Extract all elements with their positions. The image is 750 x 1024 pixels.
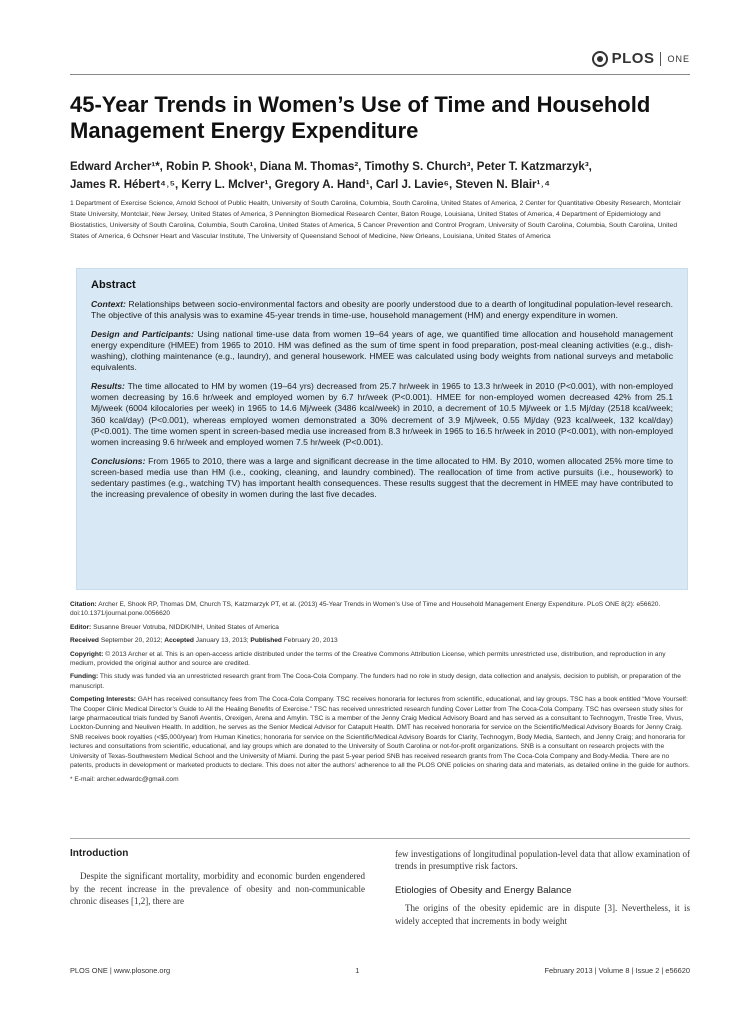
footer-issue-info: February 2013 | Volume 8 | Issue 2 | e56620 bbox=[544, 966, 690, 975]
copyright-label: Copyright: bbox=[70, 650, 104, 658]
dates bbox=[70, 636, 690, 645]
author-line: James R. Hébert⁴˒⁵, Kerry L. McIver¹, Gregory A. Hand¹, Carl J. Lavie⁶, Steven N. Blair¹˒⁴ bbox=[70, 179, 550, 191]
funding bbox=[70, 672, 690, 691]
header-rule bbox=[70, 74, 690, 75]
abstract-context bbox=[91, 299, 673, 322]
page-footer bbox=[70, 966, 690, 975]
context-text: Relationships between socio-environmental factors and obesity are poorly understood due to a dearth of longitudinal population-level research. The objective of this analysis was to examine 45-year trends in time-use, household management (HM) and energy expenditure in women. bbox=[91, 299, 673, 321]
published-date: February 20, 2013 bbox=[283, 637, 338, 645]
abstract-conclusions bbox=[91, 456, 673, 501]
copyright-text: © 2013 Archer et al. This is an open-access article distributed under the terms of the Creative Commons Attribution License, which permits unrestricted use, distribution, and reproduction in any medium, provided the original author and source are credited. bbox=[70, 650, 666, 668]
competing-interests bbox=[70, 695, 690, 770]
affiliations: 1 Department of Exercise Science, Arnold School of Public Health, University of South Carolina, Columbia, South Carolina, United States of America, 2 Center for Quantitative Obesity Research, Montclair State University, Montclair, New Jersey, United States of America, 3 Pennington Biomedical Research Center, Baton Rouge, Louisiana, United States of America, 4 Department of Epidemiology and Biostatistics, University of South Carolina, Columbia, South Carolina, United States of America, 5 Cancer Prevention and Control Program, University of South Carolina, Columbia, South Carolina, United States of America, 6 Ochsner Heart and Vascular Institute, The University of Queensland School of Medicine, New Orleans, Louisiana, United States of America bbox=[70, 200, 681, 240]
results-text: The time allocated to HM by women (19–64 yrs) decreased from 25.7 hr/week in 1965 to 13.3 hr/week in 2010 (P<0.001), with non-employed women decreasing by 16.6 hr/week and employed women by 6.7 hr/week (P<0.001). HMEE for non-employed women decreased 42% from 25.1 Mj/week (6004 kilocalories per week) in 1965 to 14.6 Mj/week (3486 kcal/week) in 2010, a decrement of 10.5 Mj/week or 1.5 Mj/day (2518 kcal/week; 360 kcal/day) (P<0.001), whereas employed women demonstrated a 30% decrement of 3.9 Mj/week, 0.55 Mj/day (923 kcal/week, 132 kcal/day) (P<0.001). The time women spent in screen-based media use increased from 8.3 hr/week in 1965 to 16.5 hr/week in 2010 (P<0.001), with non-employed women increasing 9.6 hr/week and employed women 7.5 hr/week (P<0.001). bbox=[91, 380, 674, 448]
logo-subtext: ONE bbox=[667, 53, 690, 64]
competing-label: Competing Interests: bbox=[70, 696, 136, 704]
copyright bbox=[70, 650, 690, 669]
competing-text: GAH has received consultancy fees from The Coca-Cola Company. TSC receives honoraria for lectures from scientific, educational, and lay groups. TSC has a book entitled “Move Yourself: The Cooper Clinic Medical Director’s Guide to All the Healing Benefits of Exercise.” TSC has received unrestricted research funding Cover Letter from The Coca-Cola Company. TSC has overseen study sites for large pharmaceutical trials funded by Sanofi Aventis, Orexigen, Arena and Amylin. TSC is a member of the Jenny Craig Medical Advisory Board and has served as a consultant to Technogym, Trestle Tree, Vivus, Lockton-Dunning and Neuliven Health. In addition, he serves as the Senior Medical Advisor for Catapult Health. DMT has received honoraria for service on the Scientific/Medical Advisory Boards for Jenny Craig. SNB receives book royalties (<$5,000/year) from Human Kinetics; honoraria for service on the Scientific/Medical Advisory Boards for Clarity, Technogym, Body Media, Santech, and Jenny Craig; and honoraria for lectures and consultations from scientific, educational, and lay groups which are donated to the University of South Carolina or not-for-profit organizations. SNB is a consultant on research projects with the University of Texas-Southwestern Medical School and the University of Miami. During the past 5-year period SNB has received research grants from The Coca-Cola Company and Body-Media. There are no patents, products in development or marketed products to declare. This does not alter the authors’ adherence to all the PLOS ONE policies on sharing data and materials, as detailed online in the guide for authors. bbox=[70, 696, 690, 770]
funding-text: This study was funded via an unrestricted research grant from The Coca-Cola Company. The funders had no role in study design, data collection and analysis, decision to publish, or preparation of the manuscript. bbox=[70, 673, 681, 690]
editor-text: Susanne Breuer Votruba, NIDDK/NIH, United States of America bbox=[93, 623, 279, 631]
accepted-label: Accepted bbox=[164, 637, 194, 645]
introduction-heading: Introduction bbox=[70, 848, 129, 859]
introduction-paragraph: Despite the significant mortality, morbidity and economic burden engendered by the recent increase in the prevalence of obesity and non-communicable chronic diseases [1,2], there are bbox=[70, 871, 365, 907]
citation-text: Archer E, Shook RP, Thomas DM, Church TS, Katzmarzyk PT, et al. (2013) 45-Year Trends in Women’s Use of Time and Household Management Energy Expenditure. PLoS ONE 8(2): e56620. doi:10.1371/journal.pone.0056620 bbox=[70, 601, 661, 618]
results-label: Results: bbox=[91, 380, 125, 391]
editor-label: Editor: bbox=[70, 623, 92, 631]
conclusions-text: From 1965 to 2010, there was a large and significant decrease in the time allocated to HM. By 2010, women allocated 25% more time to screen-based media use than HM (i.e., cooking, cleaning, and laundry combined). The reallocation of time from active pursuits (i.e., housework) to sedentary pastimes (e.g., watching TV) has important health consequences. These results suggest that the decrement in HMEE may have contributed to the increasing prevalence of obesity in women during the last five decades. bbox=[91, 455, 673, 500]
logo-text: PLOS bbox=[611, 50, 655, 67]
abstract-design bbox=[91, 329, 673, 374]
author-line: Edward Archer¹*, Robin P. Shook¹, Diana M. Thomas², Timothy S. Church³, Peter T. Katzmarzyk³, bbox=[70, 161, 592, 173]
continued-paragraph: few investigations of longitudinal population-level data that allow examination of trends in presumptive risk factors. bbox=[395, 849, 690, 872]
funding-label: Funding: bbox=[70, 673, 99, 681]
footer-journal[interactable]: PLOS ONE | www.plosone.org bbox=[70, 966, 171, 975]
corresponding-email[interactable]: * E-mail: archer.edwardc@gmail.com bbox=[70, 775, 179, 783]
body-column-right bbox=[395, 848, 690, 927]
plos-logo-icon bbox=[592, 51, 608, 67]
logo-divider bbox=[660, 52, 661, 66]
article-title: 45-Year Trends in Women’s Use of Time and Household Management Energy Expenditure bbox=[70, 92, 651, 143]
editor bbox=[70, 623, 690, 632]
article-metadata bbox=[70, 600, 690, 788]
author-list bbox=[70, 158, 690, 194]
abstract-heading: Abstract bbox=[91, 279, 136, 291]
received-label: Received bbox=[70, 637, 99, 645]
design-label: Design and Participants: bbox=[91, 328, 194, 339]
body-column-left bbox=[70, 848, 365, 908]
received-date: September 20, 2012; bbox=[100, 637, 163, 645]
published-label: Published bbox=[250, 637, 282, 645]
accepted-date: January 13, 2013; bbox=[195, 637, 249, 645]
context-label: Context: bbox=[91, 299, 126, 309]
abstract-results bbox=[91, 381, 673, 449]
abstract-box bbox=[76, 268, 688, 590]
page-number: 1 bbox=[355, 966, 360, 975]
etiology-heading: Etiologies of Obesity and Energy Balance bbox=[395, 884, 572, 896]
citation bbox=[70, 600, 690, 619]
design-text: Using national time-use data from women 19–64 years of age, we quantified time allocation and household management energy expenditure (HMEE) from 1965 to 2010. HM was defined as the sum of time spent in food preparation, post-meal cleaning activities (e.g., dish-washing), clothing maintenance (e.g., laundry), and general housework. HMEE was calculated using body weights from national surveys and metabolic equivalents. bbox=[91, 328, 673, 373]
etiology-paragraph: The origins of the obesity epidemic are in dispute [3]. Nevertheless, it is widely accepted that increments in body weight bbox=[395, 903, 690, 926]
metadata-rule bbox=[70, 838, 690, 839]
citation-label: Citation: bbox=[70, 601, 97, 608]
plos-one-logo[interactable] bbox=[592, 50, 690, 67]
conclusions-label: Conclusions: bbox=[91, 455, 146, 466]
